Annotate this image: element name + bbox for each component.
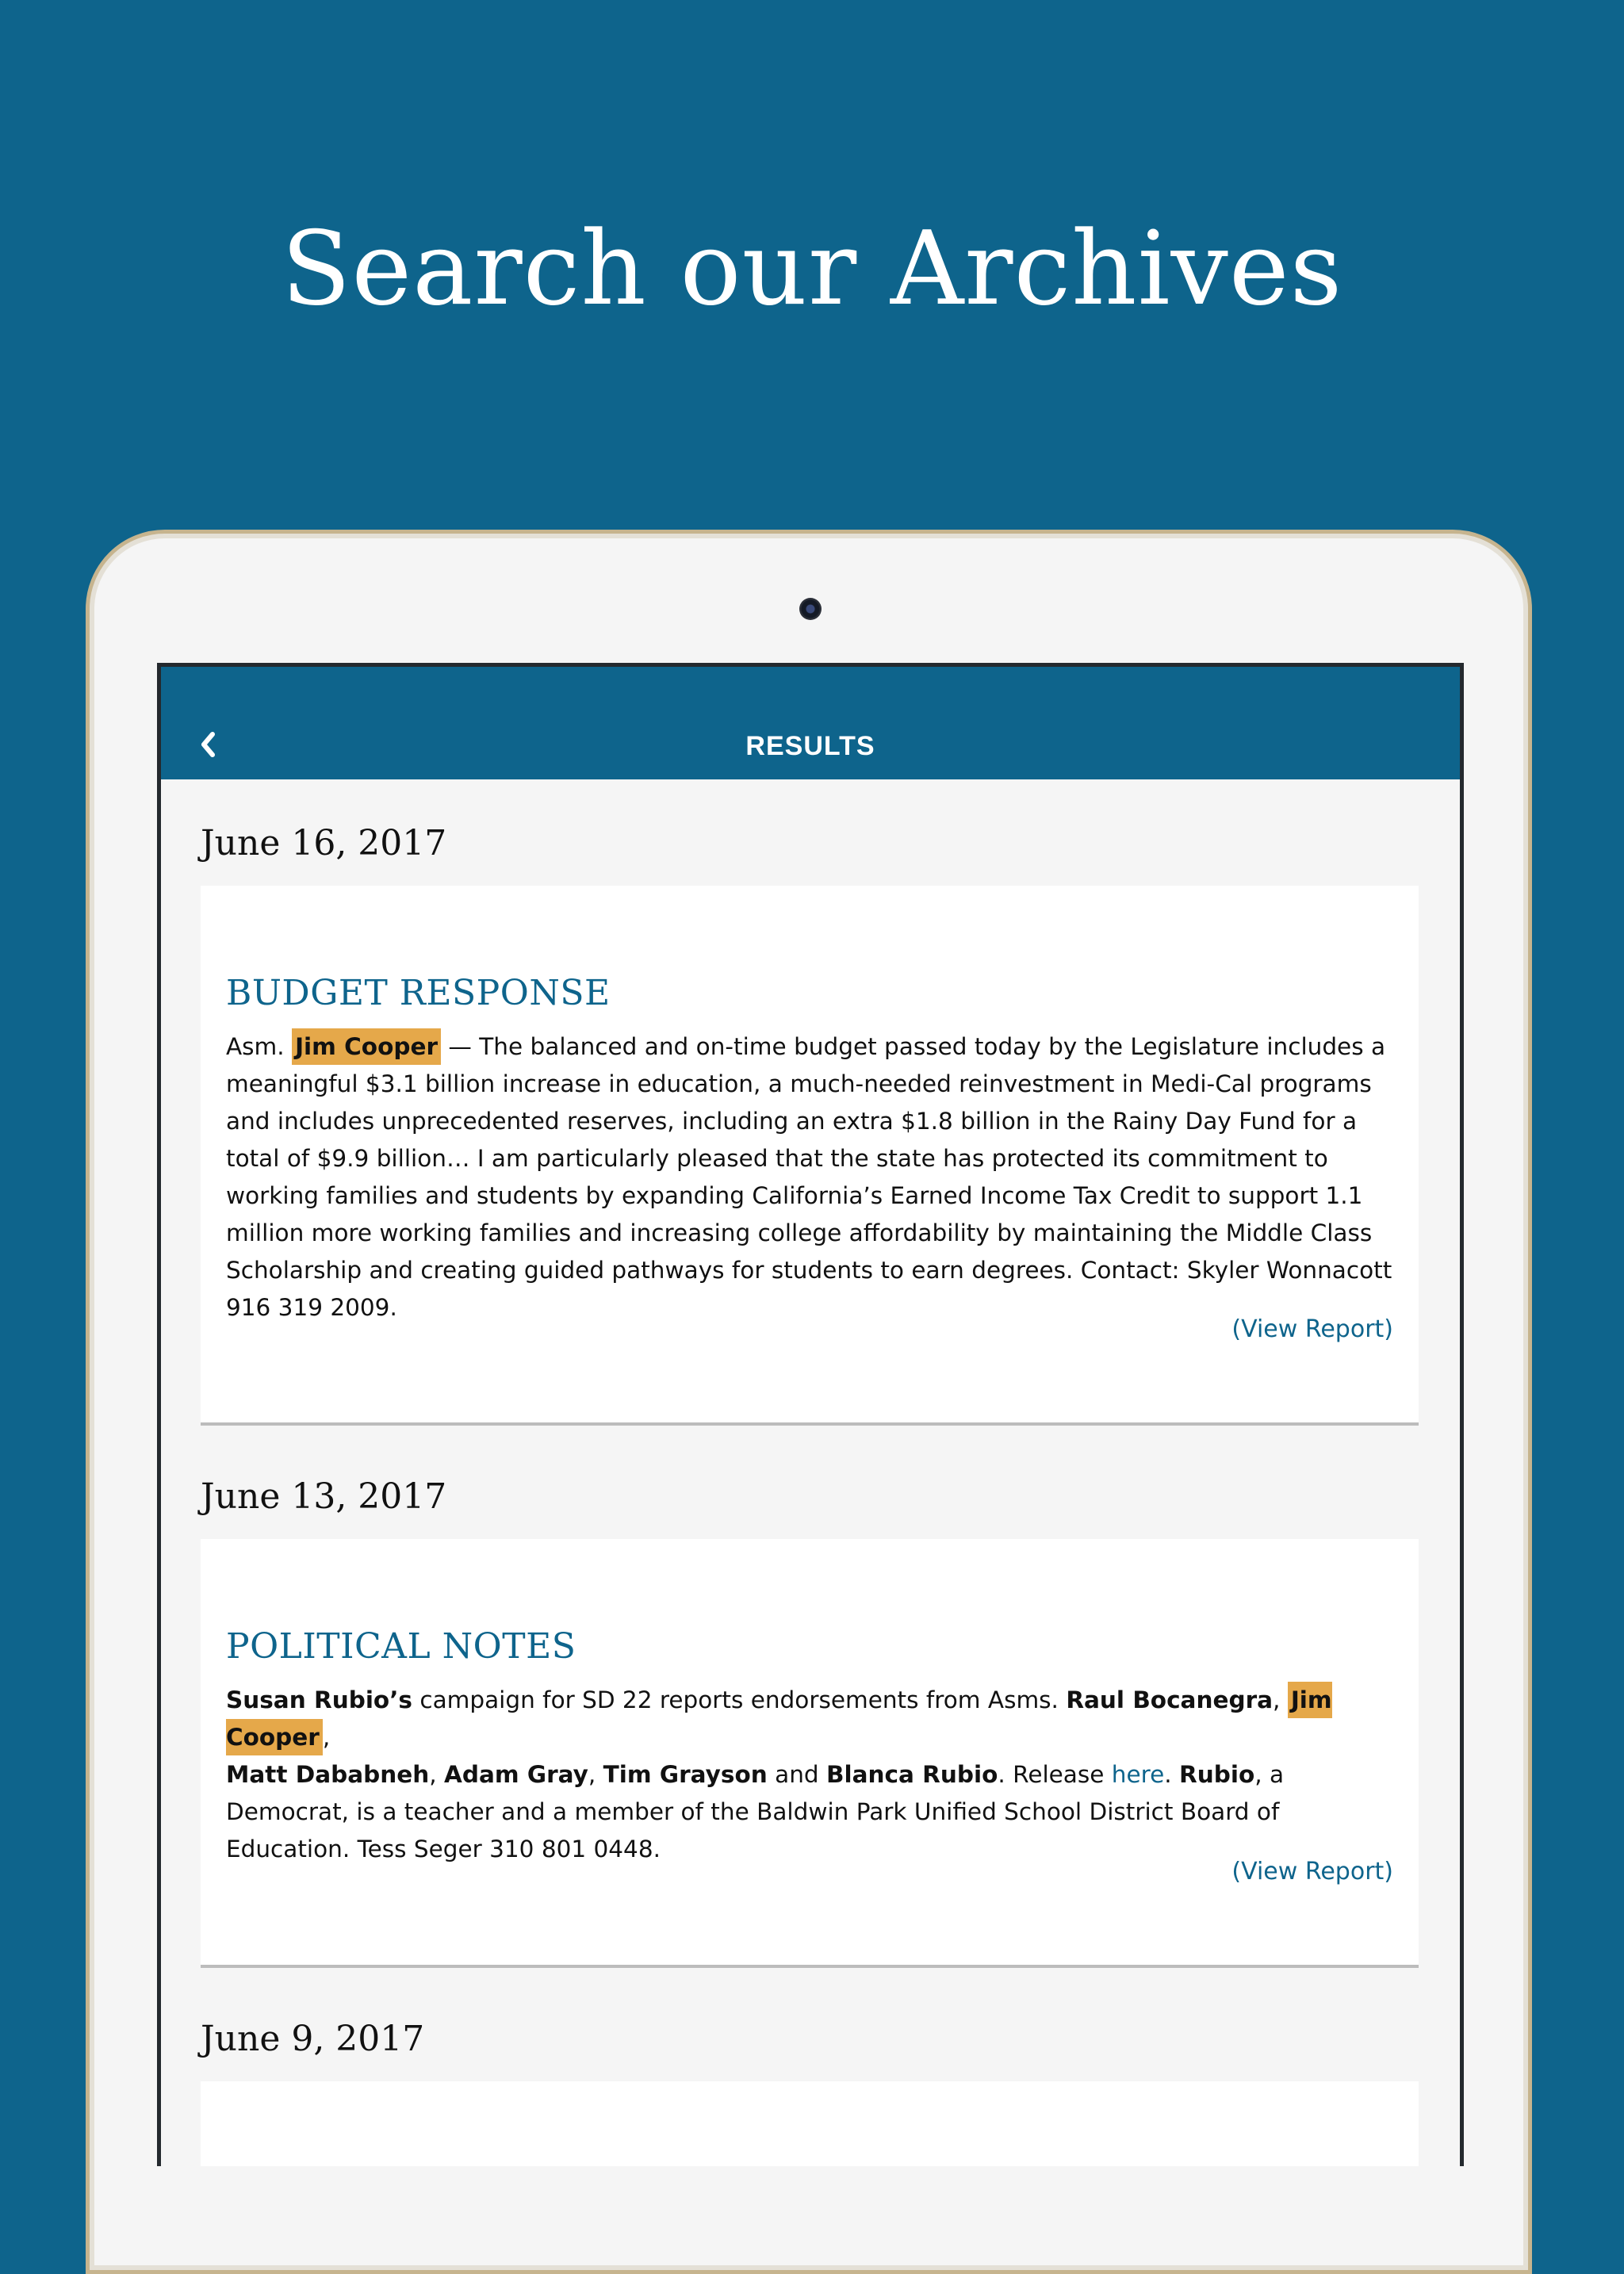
- person-name: Adam Gray: [444, 1761, 588, 1788]
- camera-icon: [799, 598, 822, 620]
- page-headline: Search our Archives: [281, 210, 1343, 328]
- person-name: Tim Grayson: [603, 1761, 768, 1788]
- result-summary: [226, 1682, 1400, 1868]
- summary-text: , a Democrat, is a teacher and a member of the Baldwin Park Unified School District Board of Education. Tess Seger 310 801 0448.: [226, 1761, 1285, 1862]
- view-report-link[interactable]: (View Report): [1231, 1315, 1393, 1343]
- summary-text: campaign for SD 22 reports endorsements from Asms.: [412, 1686, 1067, 1713]
- release-link[interactable]: here: [1111, 1761, 1165, 1788]
- summary-text: ,: [588, 1761, 603, 1788]
- summary-text: — The balanced and on-time budget passed today by the Legislature includes a meaningful $3.1 billion increase in education, a much-needed reinvestment in Medi-Cal programs and includes unprecedented reserves, including an extra $1.8 billion in the Rainy Day Fund for a total of $9.9 billion… I am particularly pleased that the state has protected its commitment to working families and students by expanding California’s Earned Income Tax Credit to support 1.1 million more working families and increasing college affordability by maintaining the Middle Class Scholarship and creating guided pathways for students to earn degrees. Contact: Skyler Wonnacott 916 319 2009.: [226, 1033, 1392, 1321]
- summary-text: .: [1164, 1761, 1180, 1788]
- summary-text: Asm.: [226, 1033, 285, 1060]
- person-name: Susan Rubio’s: [226, 1686, 412, 1713]
- result-title: BUDGET RESPONSE: [226, 973, 611, 1013]
- result-card[interactable]: [201, 886, 1419, 1426]
- result-card[interactable]: [201, 2081, 1419, 2166]
- result-title: POLITICAL NOTES: [226, 1626, 576, 1667]
- search-term-highlight: Jim Cooper: [292, 1028, 441, 1065]
- summary-text: . Release: [998, 1761, 1112, 1788]
- summary-text: and: [767, 1761, 826, 1788]
- person-name: Matt Dababneh: [226, 1761, 430, 1788]
- result-summary: [226, 1028, 1400, 1326]
- summary-text: ,: [1273, 1686, 1288, 1713]
- view-report-link[interactable]: (View Report): [1231, 1858, 1393, 1885]
- result-date: June 13, 2017: [201, 1476, 447, 1517]
- result-date: June 9, 2017: [201, 2019, 425, 2059]
- person-name: Blanca Rubio: [826, 1761, 998, 1788]
- summary-text: ,: [322, 1724, 331, 1751]
- nav-title: RESULTS: [745, 731, 875, 761]
- summary-text: ,: [429, 1761, 445, 1788]
- result-date: June 16, 2017: [201, 823, 447, 863]
- person-name: Rubio: [1179, 1761, 1255, 1788]
- person-name: Raul Bocanegra: [1066, 1686, 1274, 1713]
- app-screen: [157, 663, 1464, 2166]
- result-card[interactable]: [201, 1539, 1419, 1968]
- nav-bar: [161, 667, 1460, 779]
- search-term-highlight: Jim Cooper: [226, 1682, 1332, 1755]
